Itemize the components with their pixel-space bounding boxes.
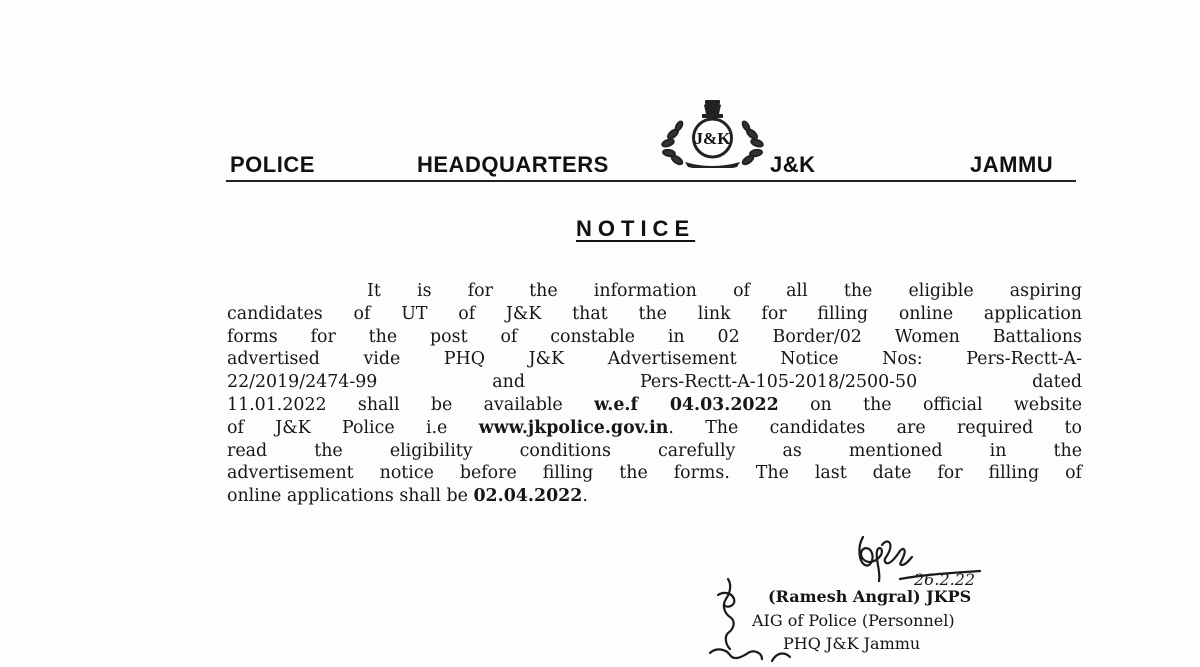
- jk-police-emblem-icon: [655, 96, 770, 168]
- notice-text: online applications shall be: [227, 486, 474, 507]
- notice-line: [227, 326, 1082, 349]
- header-jammu: JAMMU: [970, 152, 1054, 177]
- notice-text: advertisement notice before filling the forms. The last date for filling of: [227, 463, 1082, 484]
- notice-text: advertised vide PHQ J&K Advertisement Notice Nos: Pers-Rectt-A-: [227, 349, 1082, 370]
- notice-line: [227, 417, 1082, 440]
- signatory-name: (Ramesh Angral) JKPS: [768, 587, 972, 606]
- notice-emphasis: w.e.f 04.03.2022: [594, 394, 779, 415]
- notice-text: 22/2019/2474-99 and Pers-Rectt-A-105-2018/2500-50 dated: [227, 372, 1082, 393]
- notice-text: . The candidates are required to: [668, 417, 1082, 438]
- notice-line: [227, 348, 1082, 371]
- notice-emphasis: 02.04.2022: [473, 486, 583, 507]
- emblem-text: J&K: [694, 129, 731, 148]
- signature-date: 26.2.22: [914, 570, 976, 589]
- notice-text: It is for the information of all the eligible aspiring: [367, 281, 1082, 301]
- header-police: POLICE: [230, 152, 315, 177]
- notice-line: [227, 485, 1082, 508]
- notice-text: candidates of UT of J&K that the link for filling online application: [227, 303, 1082, 324]
- notice-line: [227, 440, 1082, 463]
- notice-emphasis: www.jkpolice.gov.in: [478, 417, 669, 438]
- notice-line: [227, 303, 1082, 326]
- signatory-designation: AIG of Police (Personnel): [752, 611, 955, 630]
- notice-line: [227, 371, 1082, 394]
- notice-text: read the eligibility conditions carefully as mentioned in the: [227, 440, 1082, 461]
- signatory-office: PHQ J&K Jammu: [783, 634, 921, 653]
- notice-line: [227, 280, 1082, 303]
- notice-title: NOTICE: [576, 216, 696, 241]
- notice-text: 11.01.2022 shall be available: [227, 394, 595, 415]
- notice-text: .: [582, 486, 588, 507]
- notice-line: [227, 462, 1082, 485]
- notice-line: [227, 394, 1082, 417]
- notice-text: on the official website: [778, 394, 1082, 415]
- header-jk: J&K: [770, 152, 816, 177]
- header-rule: [226, 180, 1076, 182]
- header-headquarters: HEADQUARTERS: [417, 152, 609, 177]
- notice-body: [227, 280, 1082, 508]
- notice-text: of J&K Police i.e: [227, 417, 479, 438]
- notice-text: forms for the post of constable in 02 Border/02 Women Battalions: [227, 326, 1082, 347]
